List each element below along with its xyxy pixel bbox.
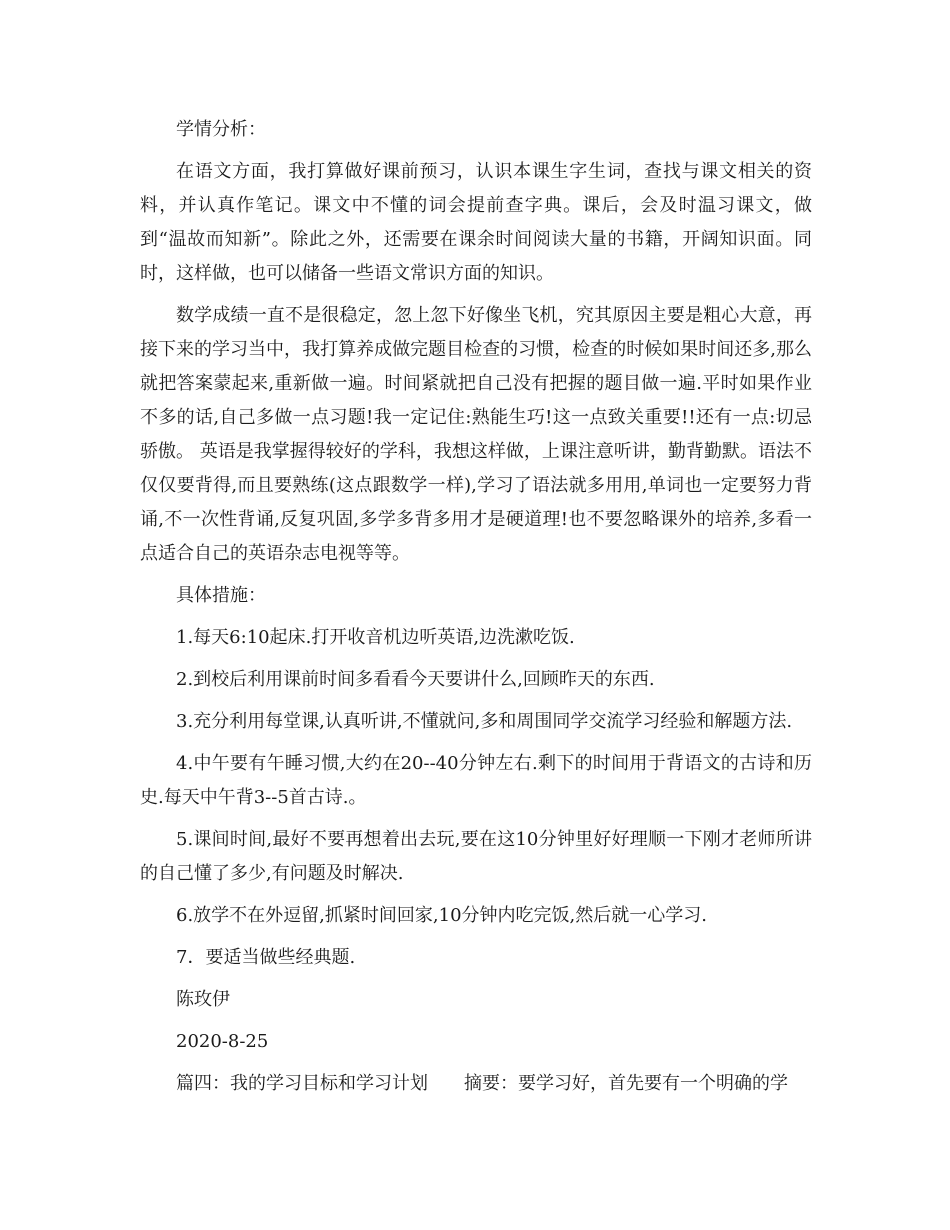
measure-item-3: 3.充分利用每堂课,认真听讲,不懂就问,多和周围同学交流学习经验和解题方法. <box>176 711 793 732</box>
heading-measures: 具体措施： <box>176 585 266 606</box>
section-heading-line <box>140 1067 812 1101</box>
document-page <box>140 113 812 1101</box>
heading-analysis: 学情分析： <box>176 119 266 140</box>
section-title: 篇四：我的学习目标和学习计划 <box>176 1073 428 1094</box>
paragraph-chinese: 在语文方面，我打算做好课前预习，认识本课生字生词，查找与课文相关的资料，并认真作笔记。课文中不懂的词会提前查字典。课后，会及时温习课文，做到“温故而知新”。除此之外，还需要在课余时间阅读大量的书籍，开阔知识面。同时，这样做，也可以储备一些语文常识方面的知识。 <box>140 161 812 284</box>
measure-item-4: 4.中午要有午睡习惯,大约在20--40分钟左右.剩下的时间用于背语文的古诗和历史.每天中午背3--5首古诗.。 <box>140 753 812 808</box>
paragraph-math-english: 数学成绩一直不是很稳定，忽上忽下好像坐飞机，究其原因主要是粗心大意，再接下来的学习当中，我打算养成做完题目检查的习惯，检查的时候如果时间还多,那么就把答案蒙起来,重新做一遍。时间紧就把自己没有把握的题目做一遍.平时如果作业不多的话,自己多做一点习题!我一定记住:熟能生巧!这一点致关重要!!还有一点:切忌骄傲。 英语是我掌握得较好的学科，我想这样做，上课注意听讲，勤背勤默。语法不仅仅要背得,而且要熟练(这点跟数学一样),学习了语法就多用用,单词也一定要努力背诵,不一次性背诵,反复巩固,多学多背多用才是硬道理!也不要忽略课外的培养,多看一点适合自己的英语杂志电视等等。 <box>140 305 812 564</box>
section-abstract: 摘要：要学习好，首先要有一个明确的学 <box>464 1073 788 1094</box>
measure-item-2: 2.到校后利用课前时间多看看今天要讲什么,回顾昨天的东西. <box>176 669 655 690</box>
author-name: 陈玫伊 <box>176 989 230 1010</box>
document-date: 2020-8-25 <box>176 1031 269 1052</box>
measure-item-7: 7．要适当做些经典题. <box>176 947 356 968</box>
measure-item-5: 5.课间时间,最好不要再想着出去玩,要在这10分钟里好好理顺一下刚才老师所讲的自己懂了多少,有问题及时解决. <box>140 829 812 884</box>
measure-item-6: 6.放学不在外逗留,抓紧时间回家,10分钟内吃完饭,然后就一心学习. <box>176 905 707 926</box>
measure-item-1: 1.每天6:10起床.打开收音机边听英语,边洗漱吃饭. <box>176 627 575 648</box>
